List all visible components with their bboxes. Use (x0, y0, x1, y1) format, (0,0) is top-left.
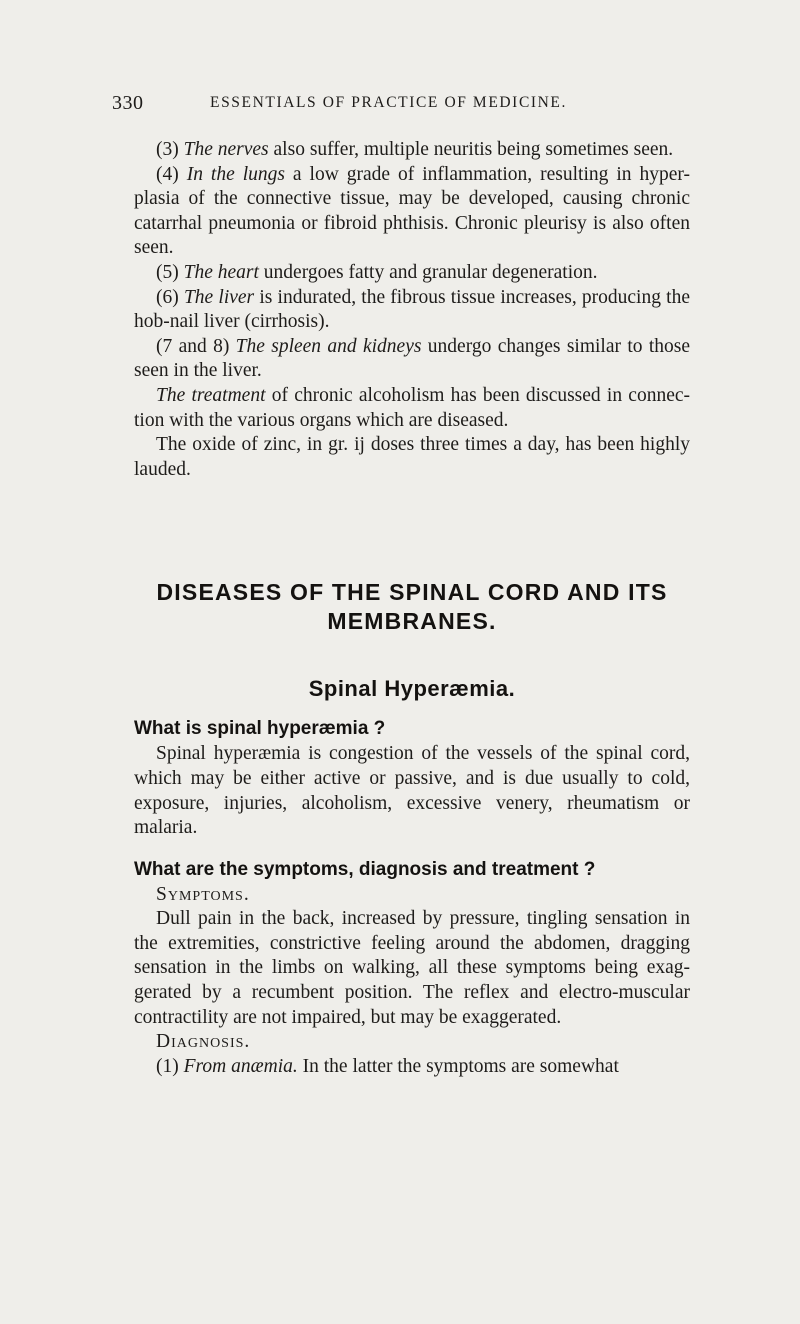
paragraph-lead: (4) (156, 163, 187, 185)
paragraph-lead: (3) (156, 139, 184, 160)
paragraph-emphasis: The liver (183, 286, 255, 308)
paragraph-text: The oxide of zinc, in gr. ij doses three times a day, has been highly lauded. (134, 434, 690, 480)
symptoms-label (134, 883, 690, 908)
paragraph-emphasis: The spleen and kidneys (235, 335, 422, 357)
diagnosis-paragraph (134, 1055, 690, 1080)
paragraph-text: a low grade of inflammation, resulting in hyper-plasia of the connective tissue, may be developed, causing chronic catarrhal pneumonia or fibroid phthisis. Chronic pleurisy is also often seen. (134, 163, 690, 259)
paragraph-emphasis: From anæmia. (183, 1055, 298, 1077)
running-title: ESSENTIALS OF PRACTICE OF MEDICINE. (210, 94, 567, 111)
paragraph-lead: (6) (156, 286, 184, 308)
page-number: 330 (112, 92, 144, 114)
diagnosis-label-text: Diagnosis. (156, 1031, 251, 1053)
paragraph-lead: (5) (156, 261, 184, 283)
section-title-line1: DISEASES OF THE SPINAL CORD AND ITS (156, 579, 668, 606)
paragraph-treatment (134, 384, 690, 433)
paragraph-emphasis: The heart (183, 261, 259, 283)
section-spacer (134, 482, 690, 578)
paragraph-text: also suffer, multiple neuritis being sometimes seen. (268, 139, 674, 160)
paragraph-lead: (7 and 8) (156, 335, 236, 357)
section-title-line2: MEMBRANES. (327, 608, 497, 635)
paragraph-heart (134, 261, 690, 286)
paragraph-lungs (134, 163, 690, 261)
running-head (0, 92, 800, 116)
paragraph-spleen-kidneys (134, 335, 690, 384)
paragraph-text: is indurated, the fibrous tissue increases, producing the hob-nail liver (cirrhosis). (134, 286, 690, 333)
paragraph-text: of chronic alcoholism has been discussed in connec-tion with the various organs which are diseased. (134, 384, 691, 431)
subsection-title: Spinal Hyperæmia. (308, 676, 516, 702)
section-title (134, 578, 690, 636)
paragraph-zinc (134, 433, 690, 482)
answer-paragraph: Spinal hyperæmia is congestion of the vessels of the spinal cord, which may be either active or passive, and is due usually to cold, exposure, injuries, alcoholism, excessive venery, rheumatism or malaria. (134, 743, 690, 839)
question-heading: What are the symptoms, diagnosis and treatment ? (134, 858, 596, 880)
symptoms-paragraph: Dull pain in the back, increased by pressure, tingling sensation in the extremities, constrictive feeling around the abdomen, dragging sensation in the limbs on walking, all these symptoms being exag-gerated by a recumbent position. The reflex and electro-muscular contractility are not impaired, but may be exaggerated. (134, 908, 690, 1028)
paragraph-emphasis: In the lungs (186, 163, 285, 185)
paragraph-nerves (134, 138, 690, 163)
paragraph-emphasis: The nerves (183, 139, 269, 160)
paragraph-lead: (1) (156, 1055, 184, 1077)
paragraph-text: undergoes fatty and granular degeneration. (258, 261, 598, 283)
question-heading: What is spinal hyperæmia ? (134, 718, 386, 740)
diagnosis-label (134, 1030, 690, 1055)
paragraph-text: undergo changes similar to those seen in the liver. (134, 335, 690, 382)
symptoms-label-text: Symptoms. (156, 883, 250, 905)
paragraph-text: In the latter the symptoms are somewhat (297, 1055, 619, 1077)
body-text (134, 138, 690, 1079)
paragraph-emphasis: The treatment (156, 384, 266, 406)
paragraph-liver (134, 286, 690, 335)
